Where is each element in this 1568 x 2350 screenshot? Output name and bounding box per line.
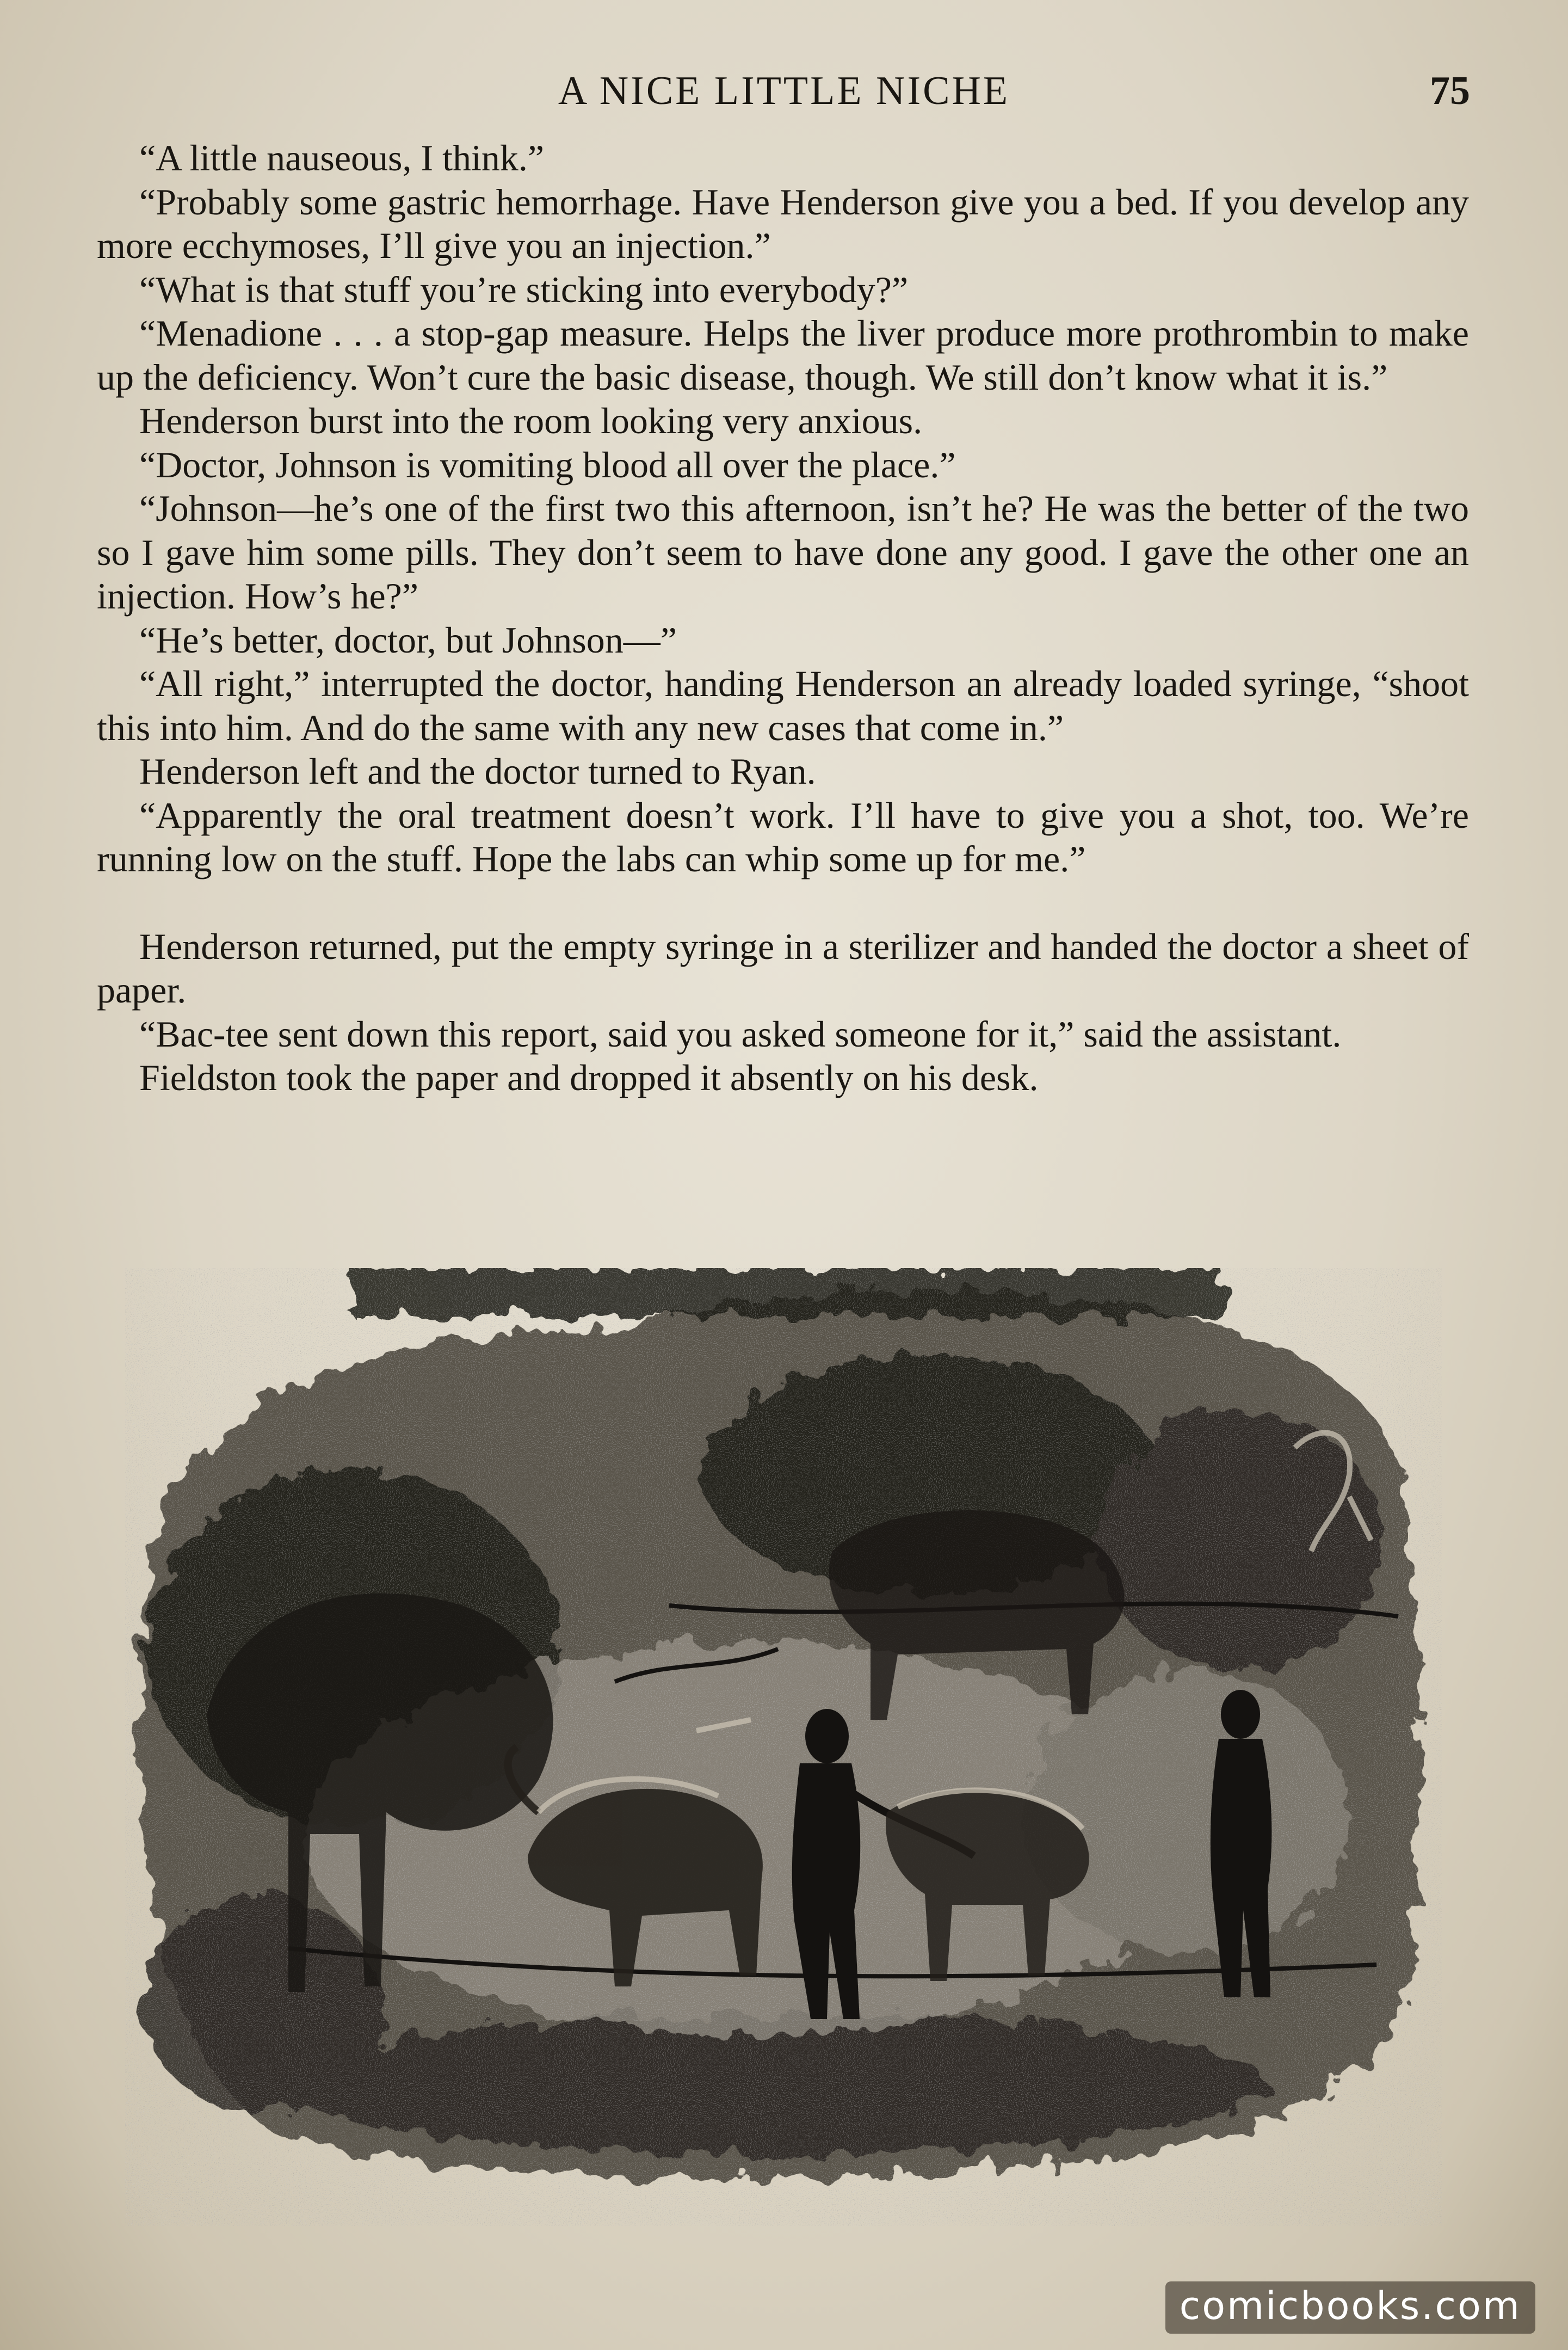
paragraph: Fieldston took the paper and dropped it absently on his desk. xyxy=(139,1057,1039,1098)
paragraph: “Apparently the oral treatment doesn’t work. I’ll have to give you a shot, too. We’re running low on the stuff. Hope the labs can whip some up for me.” xyxy=(97,794,1469,879)
paragraph: “Johnson—he’s one of the first two this afternoon, isn’t he? He was the better of the two so I gave him some pills. They don’t seem to have done any good. I gave the other one an injection. How’s he?” xyxy=(97,488,1469,617)
page-number: 75 xyxy=(1430,69,1470,113)
paragraph: “Probably some gastric hemorrhage. Have Henderson give you a bed. If you develop any more ecchymoses, I’ll give you an injection.” xyxy=(97,181,1469,266)
paragraph: Henderson burst into the room looking very anxious. xyxy=(139,400,923,441)
illustration-art xyxy=(125,1268,1442,2226)
paragraph: Henderson left and the doctor turned to Ryan. xyxy=(139,750,816,792)
paragraph: “Doctor, Johnson is vomiting blood all over the place.” xyxy=(139,444,956,485)
paragraph: “He’s better, doctor, but Johnson—” xyxy=(139,619,677,661)
site-watermark: comicbooks.com xyxy=(1165,2281,1535,2334)
paragraph: “A little nauseous, I think.” xyxy=(139,137,545,179)
paragraph: “What is that stuff you’re sticking into everybody?” xyxy=(139,268,909,310)
paragraph: “All right,” interrupted the doctor, handing Henderson an already loaded syringe, “shoot this into him. And do the same with any new cases that come in.” xyxy=(97,663,1469,748)
paragraph: “Menadione . . . a stop-gap measure. Helps the liver produce more prothrombin to make up the deficiency. Won’t cure the basic disease, though. We still don’t know what it is.” xyxy=(97,312,1469,398)
story-text xyxy=(97,136,1469,1100)
page-header xyxy=(98,68,1470,122)
paragraph: Henderson returned, put the empty syringe in a sterilizer and handed the doctor a sheet of paper. xyxy=(97,925,1469,1011)
cave-painting-illustration xyxy=(125,1268,1442,2226)
running-head: A NICE LITTLE NICHE xyxy=(558,69,1010,113)
paragraph: “Bac-tee sent down this report, said you asked someone for it,” said the assistant. xyxy=(139,1013,1342,1055)
